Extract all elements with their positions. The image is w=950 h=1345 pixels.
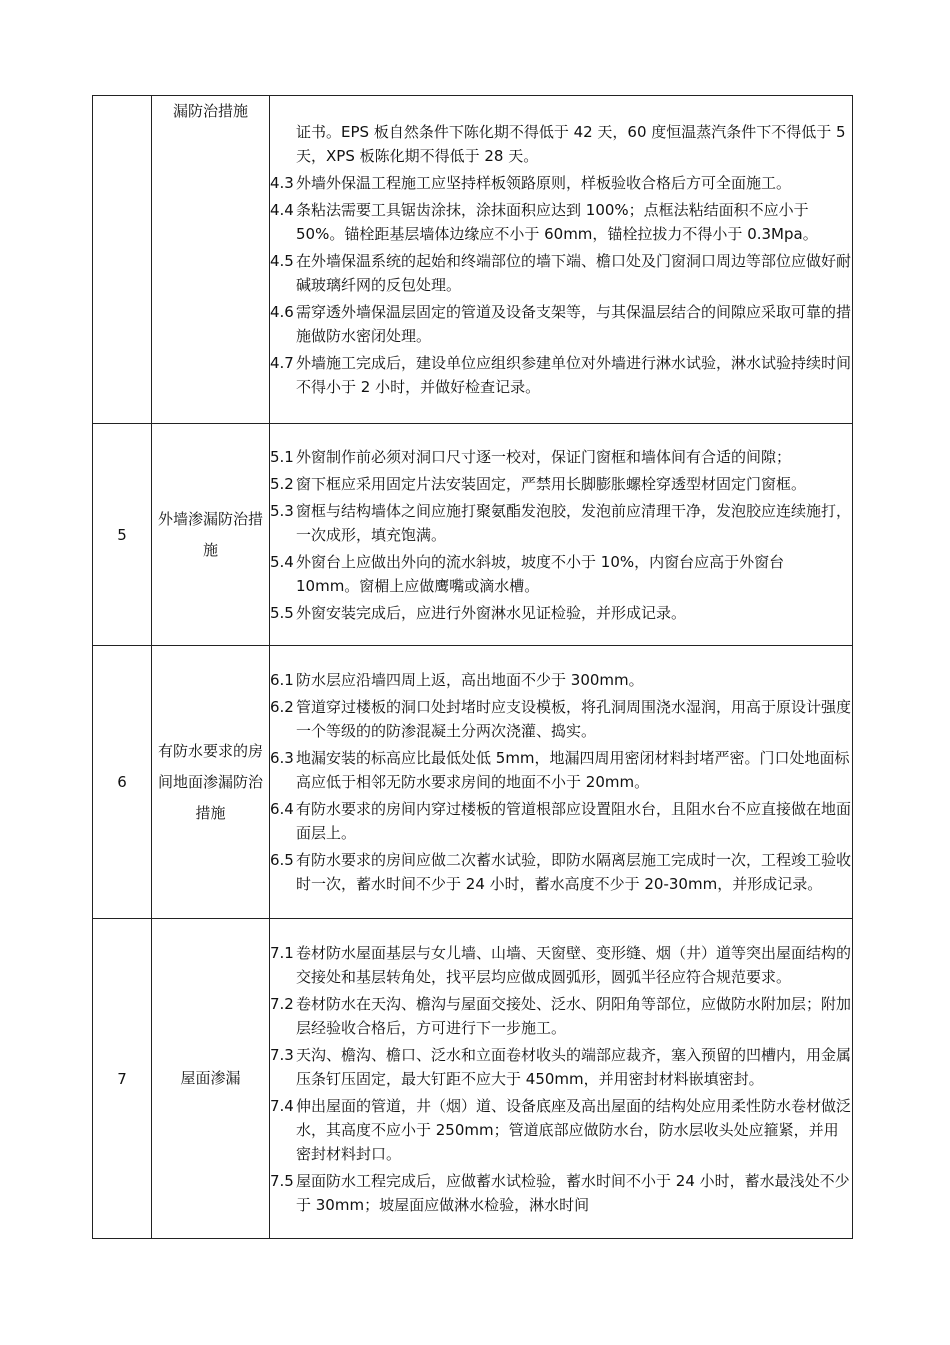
row-category: 屋面渗漏 [152, 919, 270, 1239]
item-text: 在外墙保温系统的起始和终端部位的墙下端、檐口处及门窗洞口周边等部位应做好耐碱玻璃纤网的反包处理。 [296, 252, 852, 294]
list-item [270, 472, 852, 496]
item-number: 6.5 [270, 851, 294, 869]
item-text: 有防水要求的房间应做二次蓄水试验，即防水隔离层施工完成时一次，工程竣工验收时一次，蓄水时间不少于 24 小时，蓄水高度不少于 20-30mm，并形成记录。 [296, 851, 852, 893]
item-number: 5.3 [270, 501, 294, 520]
list-item [270, 1094, 852, 1166]
item-text: 窗框与结构墙体之间应施打聚氨酯发泡胶，发泡前应清理干净，发泡胶应连续施打，一次成形，填充饱满。 [296, 501, 852, 544]
item-number: 4.5 [270, 252, 294, 270]
list-item [270, 550, 852, 598]
list-item [270, 1043, 852, 1091]
list-item [270, 171, 852, 195]
list-item [270, 351, 852, 399]
row-content [270, 646, 853, 919]
list-item [270, 797, 852, 845]
list-item [270, 120, 852, 168]
item-number: 6.4 [270, 800, 294, 818]
list-item [270, 695, 852, 743]
item-number: 5.1 [270, 447, 294, 466]
item-text: 窗下框应采用固定片法安装固定，严禁用长脚膨胀螺栓穿透型材固定门窗框。 [296, 474, 807, 493]
item-number: 7.4 [270, 1096, 294, 1115]
item-number: 7.3 [270, 1045, 294, 1064]
row-number: 7 [93, 919, 152, 1239]
item-number: 6.1 [270, 671, 294, 689]
item-text: 管道穿过楼板的洞口处封堵时应支设模板，将孔洞周围浇水湿润，用高于原设计强度一个等级的的防渗混凝土分两次浇灌、捣实。 [296, 698, 852, 740]
list-item [270, 1169, 852, 1217]
list-item [270, 249, 852, 297]
item-text: 外窗安装完成后，应进行外窗淋水见证检验，并形成记录。 [296, 603, 687, 622]
item-number: 7.2 [270, 994, 294, 1013]
table-body [93, 96, 853, 1239]
item-text: 需穿透外墙保温层固定的管道及设备支架等，与其保温层结合的间隙应采取可靠的措施做防水密闭处理。 [296, 303, 852, 345]
row-category: 有防水要求的房间地面渗漏防治措施 [152, 646, 270, 919]
item-text: 外窗台上应做出外向的流水斜坡，坡度不小于 10%，内窗台应高于外窗台 10mm。窗楣上应做鹰嘴或滴水槽。 [296, 552, 785, 595]
item-text: 证书。EPS 板自然条件下陈化期不得低于 42 天，60 度恒温蒸汽条件下不得低于 5 天，XPS 板陈化期不得低于 28 天。 [296, 123, 846, 165]
item-number: 7.1 [270, 943, 294, 962]
specification-table [92, 95, 853, 1239]
item-text: 卷材防水在天沟、檐沟与屋面交接处、泛水、阴阳角等部位，应做防水附加层；附加层经验收合格后，方可进行下一步施工。 [296, 994, 852, 1037]
table-row [93, 646, 853, 919]
item-text: 天沟、檐沟、檐口、泛水和立面卷材收头的端部应裁齐，塞入预留的凹槽内，用金属压条钉压固定，最大钉距不应大于 450mm，并用密封材料嵌填密封。 [296, 1045, 852, 1088]
item-number: 5.5 [270, 603, 294, 622]
row-category: 漏防治措施 [152, 96, 270, 424]
item-text: 伸出屋面的管道，井（烟）道、设备底座及高出屋面的结构处应用柔性防水卷材做泛水，其高度不应小于 250mm；管道底部应做防水台，防水层收头处应箍紧，并用密封材料封口。 [296, 1096, 852, 1163]
item-number: 6.3 [270, 749, 294, 767]
row-number: 6 [93, 646, 152, 919]
item-number: 7.5 [270, 1171, 294, 1190]
item-text: 外墙施工完成后，建设单位应组织参建单位对外墙进行淋水试验，淋水试验持续时间不得小于 2 小时，并做好检查记录。 [296, 354, 852, 396]
row-number [93, 96, 152, 424]
list-item [270, 445, 852, 469]
item-number: 6.2 [270, 698, 294, 716]
row-content [270, 919, 853, 1239]
item-number: 5.4 [270, 552, 294, 571]
row-category: 外墙渗漏防治措施 [152, 424, 270, 646]
list-item [270, 941, 852, 989]
item-number: 4.4 [270, 201, 294, 219]
item-number: 4.3 [270, 174, 294, 192]
table-row [93, 919, 853, 1239]
list-item [270, 668, 852, 692]
item-text: 外墙外保温工程施工应坚持样板领路原则，样板验收合格后方可全面施工。 [296, 174, 792, 192]
item-text: 卷材防水屋面基层与女儿墙、山墙、天窗壁、变形缝、烟（井）道等突出屋面结构的交接处和基层转角处，找平层均应做成圆弧形，圆弧半径应符合规范要求。 [296, 943, 852, 986]
item-text: 外窗制作前必须对洞口尺寸逐一校对，保证门窗框和墙体间有合适的间隙； [296, 447, 792, 466]
list-item [270, 746, 852, 794]
row-content [270, 96, 853, 424]
table-row [93, 96, 853, 424]
item-text: 有防水要求的房间内穿过楼板的管道根部应设置阻水台，且阻水台不应直接做在地面面层上。 [296, 800, 852, 842]
item-text: 地漏安装的标高应比最低处低 5mm，地漏四周用密闭材料封堵严密。门口处地面标高应低于相邻无防水要求房间的地面不小于 20mm。 [296, 749, 850, 791]
row-number: 5 [93, 424, 152, 646]
item-number: 5.2 [270, 474, 294, 493]
item-number: 4.7 [270, 354, 294, 372]
list-item [270, 499, 852, 547]
list-item [270, 992, 852, 1040]
item-number: 4.6 [270, 303, 294, 321]
list-item [270, 848, 852, 896]
table-row [93, 424, 853, 646]
item-text: 条粘法需要工具锯齿涂抹，涂抹面积应达到 100%；点框法粘结面积不应小于 50%。锚栓距基层墙体边缘应不小于 60mm，锚栓拉拔力不得小于 0.3Mpa。 [296, 201, 818, 243]
list-item [270, 601, 852, 625]
item-text: 屋面防水工程完成后，应做蓄水试检验，蓄水时间不小于 24 小时，蓄水最浅处不少于 30mm；坡屋面应做淋水检验，淋水时间 [296, 1171, 850, 1214]
list-item [270, 198, 852, 246]
list-item [270, 300, 852, 348]
row-content [270, 424, 853, 646]
item-text: 防水层应沿墙四周上返，高出地面不少于 300mm。 [296, 671, 644, 689]
